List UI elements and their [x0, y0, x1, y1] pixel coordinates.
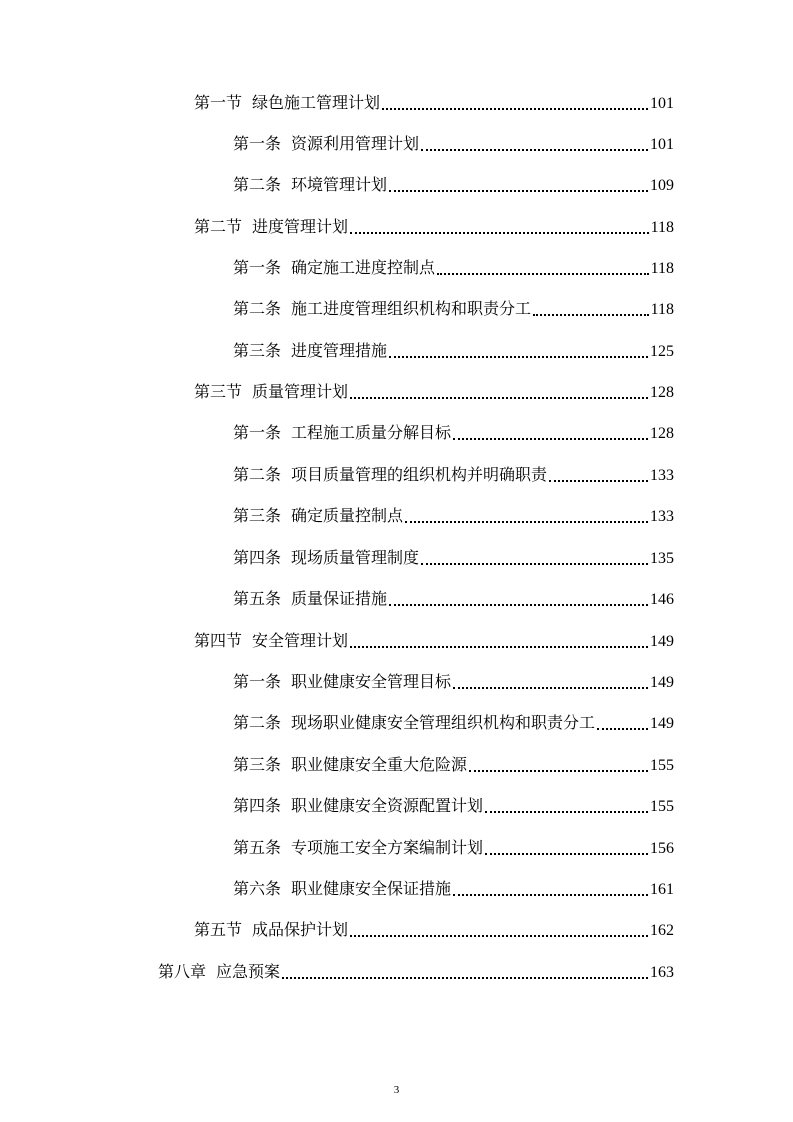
toc-entry-title: 职业健康安全管理目标 — [291, 672, 452, 691]
toc-entry-page-number: 101 — [650, 136, 674, 153]
toc-entry-page-number: 118 — [650, 301, 674, 318]
toc-entry-title: 确定质量控制点 — [291, 506, 404, 525]
toc-entry-page-number: 133 — [650, 467, 674, 484]
toc-entry-article[interactable] — [233, 460, 674, 490]
toc-entry-title: 项目质量管理的组织机构并明确职责 — [291, 465, 548, 484]
toc-entry-title: 现场质量管理制度 — [291, 548, 420, 567]
toc-entry-prefix: 第六条 — [233, 879, 282, 898]
toc-entry-title: 工程施工质量分解目标 — [291, 423, 452, 442]
toc-entry-section[interactable] — [194, 212, 674, 242]
toc-entry-prefix: 第四条 — [233, 548, 282, 567]
toc-entry-page-number: 161 — [650, 881, 674, 898]
toc-dot-leader — [389, 170, 648, 200]
toc-entry-page-number: 155 — [650, 757, 674, 774]
toc-entry-title: 成品保护计划 — [252, 920, 349, 939]
toc-entry-article[interactable] — [233, 129, 674, 159]
toc-dot-leader — [421, 543, 648, 573]
toc-entry-article[interactable] — [233, 791, 674, 821]
toc-entry-section[interactable] — [194, 377, 674, 407]
toc-dot-leader — [350, 915, 648, 945]
toc-entry-title: 现场职业健康安全管理组织机构和职责分工 — [291, 713, 596, 732]
toc-entry-page-number: 128 — [650, 425, 674, 442]
toc-entry-page-number: 128 — [650, 384, 674, 401]
toc-entry-page-number: 155 — [650, 798, 674, 815]
toc-entry-title: 安全管理计划 — [252, 631, 349, 650]
toc-entry-title: 职业健康安全保证措施 — [291, 879, 452, 898]
toc-entry-title: 确定施工进度控制点 — [291, 258, 436, 277]
toc-entry-prefix: 第三条 — [233, 341, 282, 360]
toc-entry-prefix: 第一条 — [233, 258, 282, 277]
toc-dot-leader — [389, 336, 648, 366]
toc-entry-article[interactable] — [233, 584, 674, 614]
toc-dot-leader — [485, 833, 648, 863]
toc-entry-page-number: 135 — [650, 550, 674, 567]
toc-dot-leader — [597, 708, 648, 738]
toc-entry-title: 进度管理计划 — [252, 217, 349, 236]
toc-entry-prefix: 第四条 — [233, 796, 282, 815]
toc-entry-title: 质量保证措施 — [291, 589, 388, 608]
toc-dot-leader — [485, 791, 648, 821]
toc-entry-article[interactable] — [233, 336, 674, 366]
toc-entry-page-number: 118 — [650, 260, 674, 277]
toc-dot-leader — [469, 750, 648, 780]
toc-entry-title: 绿色施工管理计划 — [252, 93, 381, 112]
toc-dot-leader — [389, 584, 648, 614]
toc-entry-article[interactable] — [233, 874, 674, 904]
toc-entry-prefix: 第三条 — [233, 755, 282, 774]
toc-entry-title: 资源利用管理计划 — [291, 134, 420, 153]
toc-entry-page-number: 149 — [650, 715, 674, 732]
toc-entry-page-number: 118 — [650, 219, 674, 236]
toc-entry-page-number: 156 — [650, 840, 674, 857]
toc-entry-prefix: 第二条 — [233, 713, 282, 732]
toc-entry-article[interactable] — [233, 833, 674, 863]
toc-dot-leader — [350, 626, 648, 656]
toc-entry-prefix: 第一条 — [233, 134, 282, 153]
toc-entry-prefix: 第四节 — [194, 631, 243, 650]
toc-entry-prefix: 第五条 — [233, 589, 282, 608]
toc-entry-page-number: 162 — [650, 922, 674, 939]
toc-entry-title: 环境管理计划 — [291, 175, 388, 194]
toc-entry-title: 进度管理措施 — [291, 341, 388, 360]
toc-dot-leader — [453, 874, 648, 904]
toc-entry-article[interactable] — [233, 253, 674, 283]
toc-entry-title: 专项施工安全方案编制计划 — [291, 838, 484, 857]
toc-entry-title: 职业健康安全重大危险源 — [291, 755, 468, 774]
toc-entry-section[interactable] — [194, 626, 674, 656]
toc-entry-title: 职业健康安全资源配置计划 — [291, 796, 484, 815]
toc-entry-page-number: 125 — [650, 343, 674, 360]
toc-entry-page-number: 163 — [650, 964, 674, 981]
toc-dot-leader — [405, 501, 648, 531]
toc-entry-prefix: 第五节 — [194, 920, 243, 939]
page-number: 3 — [393, 1084, 400, 1096]
toc-entry-page-number: 109 — [650, 177, 674, 194]
toc-entry-prefix: 第一节 — [194, 93, 243, 112]
toc-entry-prefix: 第三节 — [194, 382, 243, 401]
toc-entry-prefix: 第一条 — [233, 672, 282, 691]
toc-dot-leader — [282, 957, 648, 987]
toc-entry-article[interactable] — [233, 294, 674, 324]
toc-entry-prefix: 第五条 — [233, 838, 282, 857]
toc-dot-leader — [421, 129, 648, 159]
toc-entry-prefix: 第二条 — [233, 465, 282, 484]
toc-dot-leader — [382, 88, 648, 118]
toc-entry-page-number: 133 — [650, 508, 674, 525]
toc-entry-prefix: 第二条 — [233, 299, 282, 318]
toc-entry-article[interactable] — [233, 667, 674, 697]
toc-entry-title: 应急预案 — [216, 962, 281, 981]
toc-entry-prefix: 第二条 — [233, 175, 282, 194]
toc-dot-leader — [453, 667, 648, 697]
toc-entry-page-number: 146 — [650, 591, 674, 608]
toc-entry-prefix: 第二节 — [194, 217, 243, 236]
toc-entry-article[interactable] — [233, 543, 674, 573]
toc-entry-page-number: 149 — [650, 674, 674, 691]
toc-dot-leader — [350, 377, 648, 407]
toc-entry-article[interactable] — [233, 418, 674, 448]
toc-entry-prefix: 第三条 — [233, 506, 282, 525]
toc-entry-title: 质量管理计划 — [252, 382, 349, 401]
toc-dot-leader — [453, 418, 648, 448]
toc-dot-leader — [437, 253, 649, 283]
toc-dot-leader — [350, 212, 649, 242]
toc-entry-article[interactable] — [233, 750, 674, 780]
toc-entry-prefix: 第八章 — [158, 962, 207, 981]
toc-entry-title: 施工进度管理组织机构和职责分工 — [291, 299, 532, 318]
toc-entry-article[interactable] — [233, 501, 674, 531]
toc-entry-page-number: 149 — [650, 633, 674, 650]
toc-dot-leader — [533, 294, 649, 324]
toc-entry-section[interactable] — [194, 88, 674, 118]
toc-entry-prefix: 第一条 — [233, 423, 282, 442]
toc-entry-page-number: 101 — [650, 95, 674, 112]
toc-dot-leader — [549, 460, 648, 490]
toc-entry-article[interactable] — [233, 708, 674, 738]
toc-entry-section[interactable] — [194, 915, 674, 945]
toc-entry-chapter[interactable] — [158, 957, 674, 987]
toc-entry-article[interactable] — [233, 170, 674, 200]
